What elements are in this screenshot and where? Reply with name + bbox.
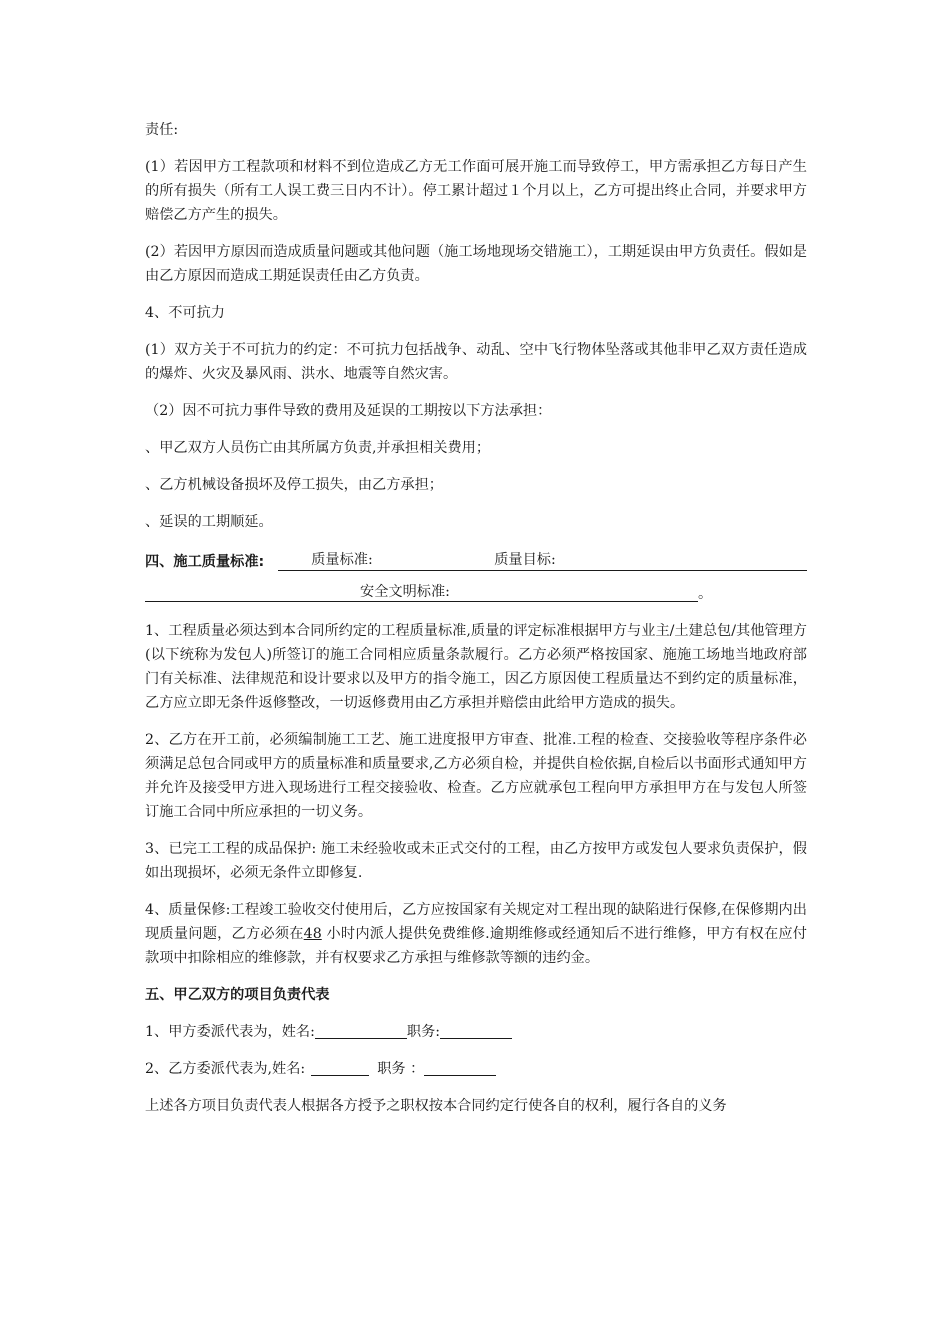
paragraph-responsibility-1: (1）若因甲方工程款项和材料不到位造成乙方无工作面可展开施工而导致停工，甲方需承担乙方每日产生的所有损失（所有工人误工费三日内不计）。停工累计超过１个月以上，乙方可提出终止合同，并要求甲方赔偿乙方产生的损失。: [145, 159, 807, 223]
quality-standard-label: 质量标准:: [311, 552, 373, 568]
quality-clause-2: 2、乙方在开工前，必须编制施工工艺、施工进度报甲方审查、批准.工程的检查、交接验收等程序条件必须满足总包合同或甲方的质量标准和质量要求,乙方必须自检，并提供自检依据,自检后以书面形式通知甲方并允许及接受甲方进入现场进行工程交接验收、检查。乙方应就承包工程向甲方承担甲方在与发包人所签订施工合同中所应承担的一切义务。: [145, 732, 807, 820]
safety-standard-blank: [145, 601, 698, 602]
party-b-name-blank: [311, 1059, 369, 1076]
quality-goal-label: 质量目标:: [494, 552, 556, 568]
final-paragraph: 上述各方项目负责代表人根据各方授予之职权按本合同约定行使各自的权利，履行各自的义务: [145, 1098, 727, 1114]
paragraph-force-majeure-2: （2）因不可抗力事件导致的费用及延误的工期按以下方法承担：: [145, 403, 552, 419]
paragraph-force-majeure-1: (1）双方关于不可抗力的约定：不可抗力包括战争、动乱、空中飞行物体坠落或其他非甲乙双方责任造成的爆炸、火灾及暴风雨、洪水、地震等自然灾害。: [145, 342, 807, 382]
section-4-title: 四、施工质量标准:: [145, 554, 265, 570]
paragraph-responsibility: 责任:: [145, 122, 179, 138]
party-b-name-label: 2、乙方委派代表为,姓名:: [145, 1061, 306, 1077]
quality-clause-3: 3、已完工工程的成品保护: 施工未经验收或未正式交付的工程，由乙方按甲方或发包人要求负责保护，假如出现损坏，必须无条件立即修复.: [145, 841, 807, 881]
paragraph-force-majeure-title: 4、不可抗力: [145, 305, 225, 321]
quality-standard-blank: [278, 550, 807, 571]
quality-standard-row: [145, 547, 807, 571]
paragraph-force-majeure-a: 、甲乙双方人员伤亡由其所属方负责,并承担相关费用；: [145, 440, 491, 456]
party-a-title-label: 职务:: [406, 1024, 441, 1040]
party-a-representative: [145, 1020, 807, 1044]
party-b-representative: [145, 1057, 807, 1081]
quality-clause-4-pre: 4、质量保修:工程竣工验收交付使用后，乙方应按国家有关规定对工程出现的缺陷进行保修,在保修期内出现质量问题，乙方必须在: [145, 902, 807, 942]
paragraph-responsibility-2: (2）若因甲方原因而造成质量问题或其他问题（施工场地现场交错施工），工期延误由甲方负责任。假如是由乙方原因而造成工期延误责任由乙方负责。: [145, 244, 807, 284]
warranty-hours: 48: [303, 926, 322, 942]
paragraph-force-majeure-b: 、乙方机械设备损坏及停工损失，由乙方承担；: [145, 477, 443, 493]
section-5-title: 五、甲乙双方的项目负责代表: [145, 987, 330, 1003]
quality-clause-4-post: 小时内派人提供免费维修.逾期维修或经通知后不进行维修，甲方有权在应付款项中扣除相应的维修款，并有权要求乙方承担与维修款等额的违约金。: [145, 926, 807, 966]
quality-clause-1: 1、工程质量必须达到本合同所约定的工程质量标准,质量的评定标准根据甲方与业主/土建总包/其他管理方(以下统称为发包人)所签订的施工合同相应质量条款履行。乙方必须严格按国家、施施工场地当地政府部门有关标准、法律规范和设计要求以及甲方的指令施工，因乙方原因使工程质量达不到约定的质量标准，乙方应立即无条件返修整改，一切返修费用由乙方承担并赔偿由此给甲方造成的损失。: [145, 623, 807, 711]
party-b-title-blank: [424, 1059, 496, 1076]
party-a-name-label: 1、甲方委派代表为，姓名:: [145, 1024, 315, 1040]
quality-clause-4: [145, 898, 807, 970]
safety-standard-row: [145, 580, 807, 606]
safety-standard-period: 。: [698, 586, 713, 602]
party-a-title-blank: [440, 1022, 512, 1039]
paragraph-force-majeure-c: 、延误的工期顺延。: [145, 514, 273, 530]
party-b-title-label: 职务 ：: [377, 1061, 425, 1077]
party-a-name-blank: [315, 1022, 407, 1039]
document-body: [145, 118, 807, 1118]
safety-standard-label: 安全文明标准:: [360, 584, 450, 600]
